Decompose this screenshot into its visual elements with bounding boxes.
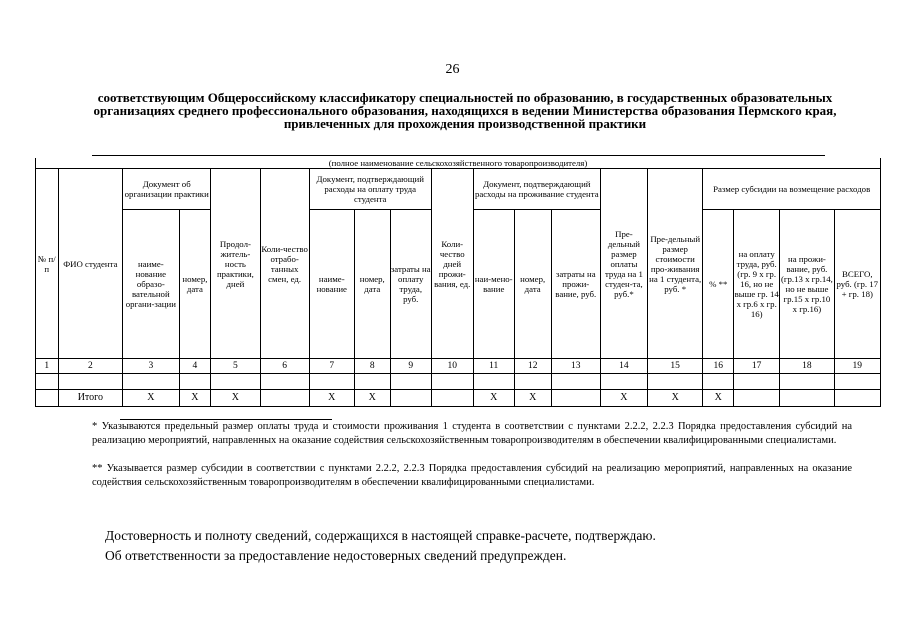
column-number: 15 — [648, 358, 703, 373]
empty-cell — [834, 374, 880, 389]
total-cell: Х — [648, 389, 703, 406]
confirmation-responsibility: Об ответственности за предоставление недостоверных сведений предупрежден. — [105, 548, 567, 563]
column-number: 2 — [58, 358, 123, 373]
footnote-2: ** Указывается размер субсидии в соответствии с пунктами 2.2.2, 2.2.3 Порядка предоставления субсидий на реализацию мероприятий, направленных на оказание содействия сельскохозяйственным товаропроизводителям в обеспечении квалифицированными специалистами. — [92, 463, 852, 488]
header-max-pay: Пре-дельный размер оплаты труда на 1 студен-та, руб.* — [600, 169, 647, 359]
header-max-living: Пре-дельный размер стоимости про-живания на 1 студента, руб. * — [648, 169, 703, 359]
header-subsidy-total: ВСЕГО, руб. (гр. 17 + гр. 18) — [834, 210, 880, 359]
total-cell: Х — [309, 389, 354, 406]
header-fio: ФИО студента — [58, 169, 123, 359]
header-shifts: Коли-чество отрабо-танных смен, ед. — [260, 169, 309, 359]
producer-name-line — [92, 155, 825, 156]
header-org-name: наиме-нование образо-вательной органи-зации — [123, 210, 179, 359]
column-number: 12 — [514, 358, 551, 373]
total-cell — [834, 389, 880, 406]
column-number: 4 — [179, 358, 211, 373]
header-duration: Продол-житель-ность практики, дней — [211, 169, 260, 359]
header-group-doc-pay: Документ, подтверждающий расходы на оплату труда студента — [309, 169, 431, 210]
column-number: 1 — [36, 358, 59, 373]
header-org-number-date: номер, дата — [179, 210, 211, 359]
column-number: 16 — [703, 358, 734, 373]
total-cell — [390, 389, 431, 406]
empty-cell — [600, 374, 647, 389]
column-number: 5 — [211, 358, 260, 373]
document-title: соответствующим Общероссийскому классификатору специальностей по образованию, в государственных образовательных организациях среднего профессионального образования, находящихся в ведении Министерства образования Пермского края, привлеченных для прохождения производственной практики — [93, 90, 837, 131]
total-cell — [36, 389, 59, 406]
empty-cell — [514, 374, 551, 389]
header-living-cost: затраты на прожи-вание, руб. — [551, 210, 600, 359]
footnote-1: * Указываются предельный размер оплаты труда и стоимости проживания 1 студента в соответствии с пунктами 2.2.2, 2.2.3 Порядка предоставления субсидий на реализацию мероприятий, направленных на оказание содействия сельскохозяйственным товаропроизводителям в обеспечении квалифицированными специалистами. — [92, 421, 852, 446]
header-pay-doc-name: наиме-нование — [309, 210, 354, 359]
header-pay-number-date: номер, дата — [354, 210, 390, 359]
header-subsidy-pay: на оплату труда, руб. (гр. 9 х гр. 16, но не выше гр. 14 х гр.6 х гр. 16) — [734, 210, 780, 359]
column-number: 14 — [600, 358, 647, 373]
empty-cell — [309, 374, 354, 389]
total-cell — [734, 389, 780, 406]
empty-cell — [354, 374, 390, 389]
column-number: 18 — [780, 358, 834, 373]
header-pay-cost: затраты на оплату труда, руб. — [390, 210, 431, 359]
total-cell: Х — [123, 389, 179, 406]
column-number: 19 — [834, 358, 880, 373]
empty-cell — [734, 374, 780, 389]
total-cell: Х — [473, 389, 514, 406]
empty-cell — [780, 374, 834, 389]
total-cell — [780, 389, 834, 406]
page-number: 26 — [445, 62, 460, 77]
header-group-doc-org: Документ об организации практики — [123, 169, 211, 210]
column-number: 10 — [431, 358, 473, 373]
column-number: 17 — [734, 358, 780, 373]
header-percent: % ** — [703, 210, 734, 359]
total-cell: Х — [600, 389, 647, 406]
total-cell — [551, 389, 600, 406]
total-label: Итого — [58, 389, 123, 406]
confirmation-accuracy: Достоверность и полноту сведений, содержащихся в настоящей справке-расчете, подтверждаю. — [105, 528, 656, 543]
column-number: 6 — [260, 358, 309, 373]
empty-cell — [179, 374, 211, 389]
column-number: 3 — [123, 358, 179, 373]
empty-cell — [648, 374, 703, 389]
total-cell: Х — [703, 389, 734, 406]
empty-cell — [58, 374, 123, 389]
column-number: 13 — [551, 358, 600, 373]
header-days-living: Коли-чество дней прожи-вания, ед. — [431, 169, 473, 359]
header-num: № п/п — [36, 169, 59, 359]
empty-cell — [431, 374, 473, 389]
column-number: 8 — [354, 358, 390, 373]
header-living-doc-name: наи-мено-вание — [473, 210, 514, 359]
header-subsidy-living: на прожи-вание, руб. (гр.13 х гр.14, но не выше гр.15 х гр.10 х гр.16) — [780, 210, 834, 359]
empty-cell — [260, 374, 309, 389]
header-group-doc-living: Документ, подтверждающий расходы на проживание студента — [473, 169, 600, 210]
total-cell: Х — [514, 389, 551, 406]
column-number: 9 — [390, 358, 431, 373]
total-cell: Х — [179, 389, 211, 406]
producer-caption: (полное наименование сельскохозяйственного товаропроизводителя) — [36, 158, 881, 169]
column-number: 7 — [309, 358, 354, 373]
empty-cell — [123, 374, 179, 389]
header-living-number-date: номер, дата — [514, 210, 551, 359]
empty-cell — [390, 374, 431, 389]
empty-cell — [551, 374, 600, 389]
column-number: 11 — [473, 358, 514, 373]
empty-cell — [36, 374, 59, 389]
total-cell — [431, 389, 473, 406]
empty-cell — [473, 374, 514, 389]
empty-cell — [211, 374, 260, 389]
header-group-subsidy: Размер субсидии на возмещение расходов — [703, 169, 881, 210]
total-cell: Х — [211, 389, 260, 406]
empty-cell — [703, 374, 734, 389]
total-cell — [260, 389, 309, 406]
total-cell: Х — [354, 389, 390, 406]
subsidy-table — [35, 158, 881, 407]
